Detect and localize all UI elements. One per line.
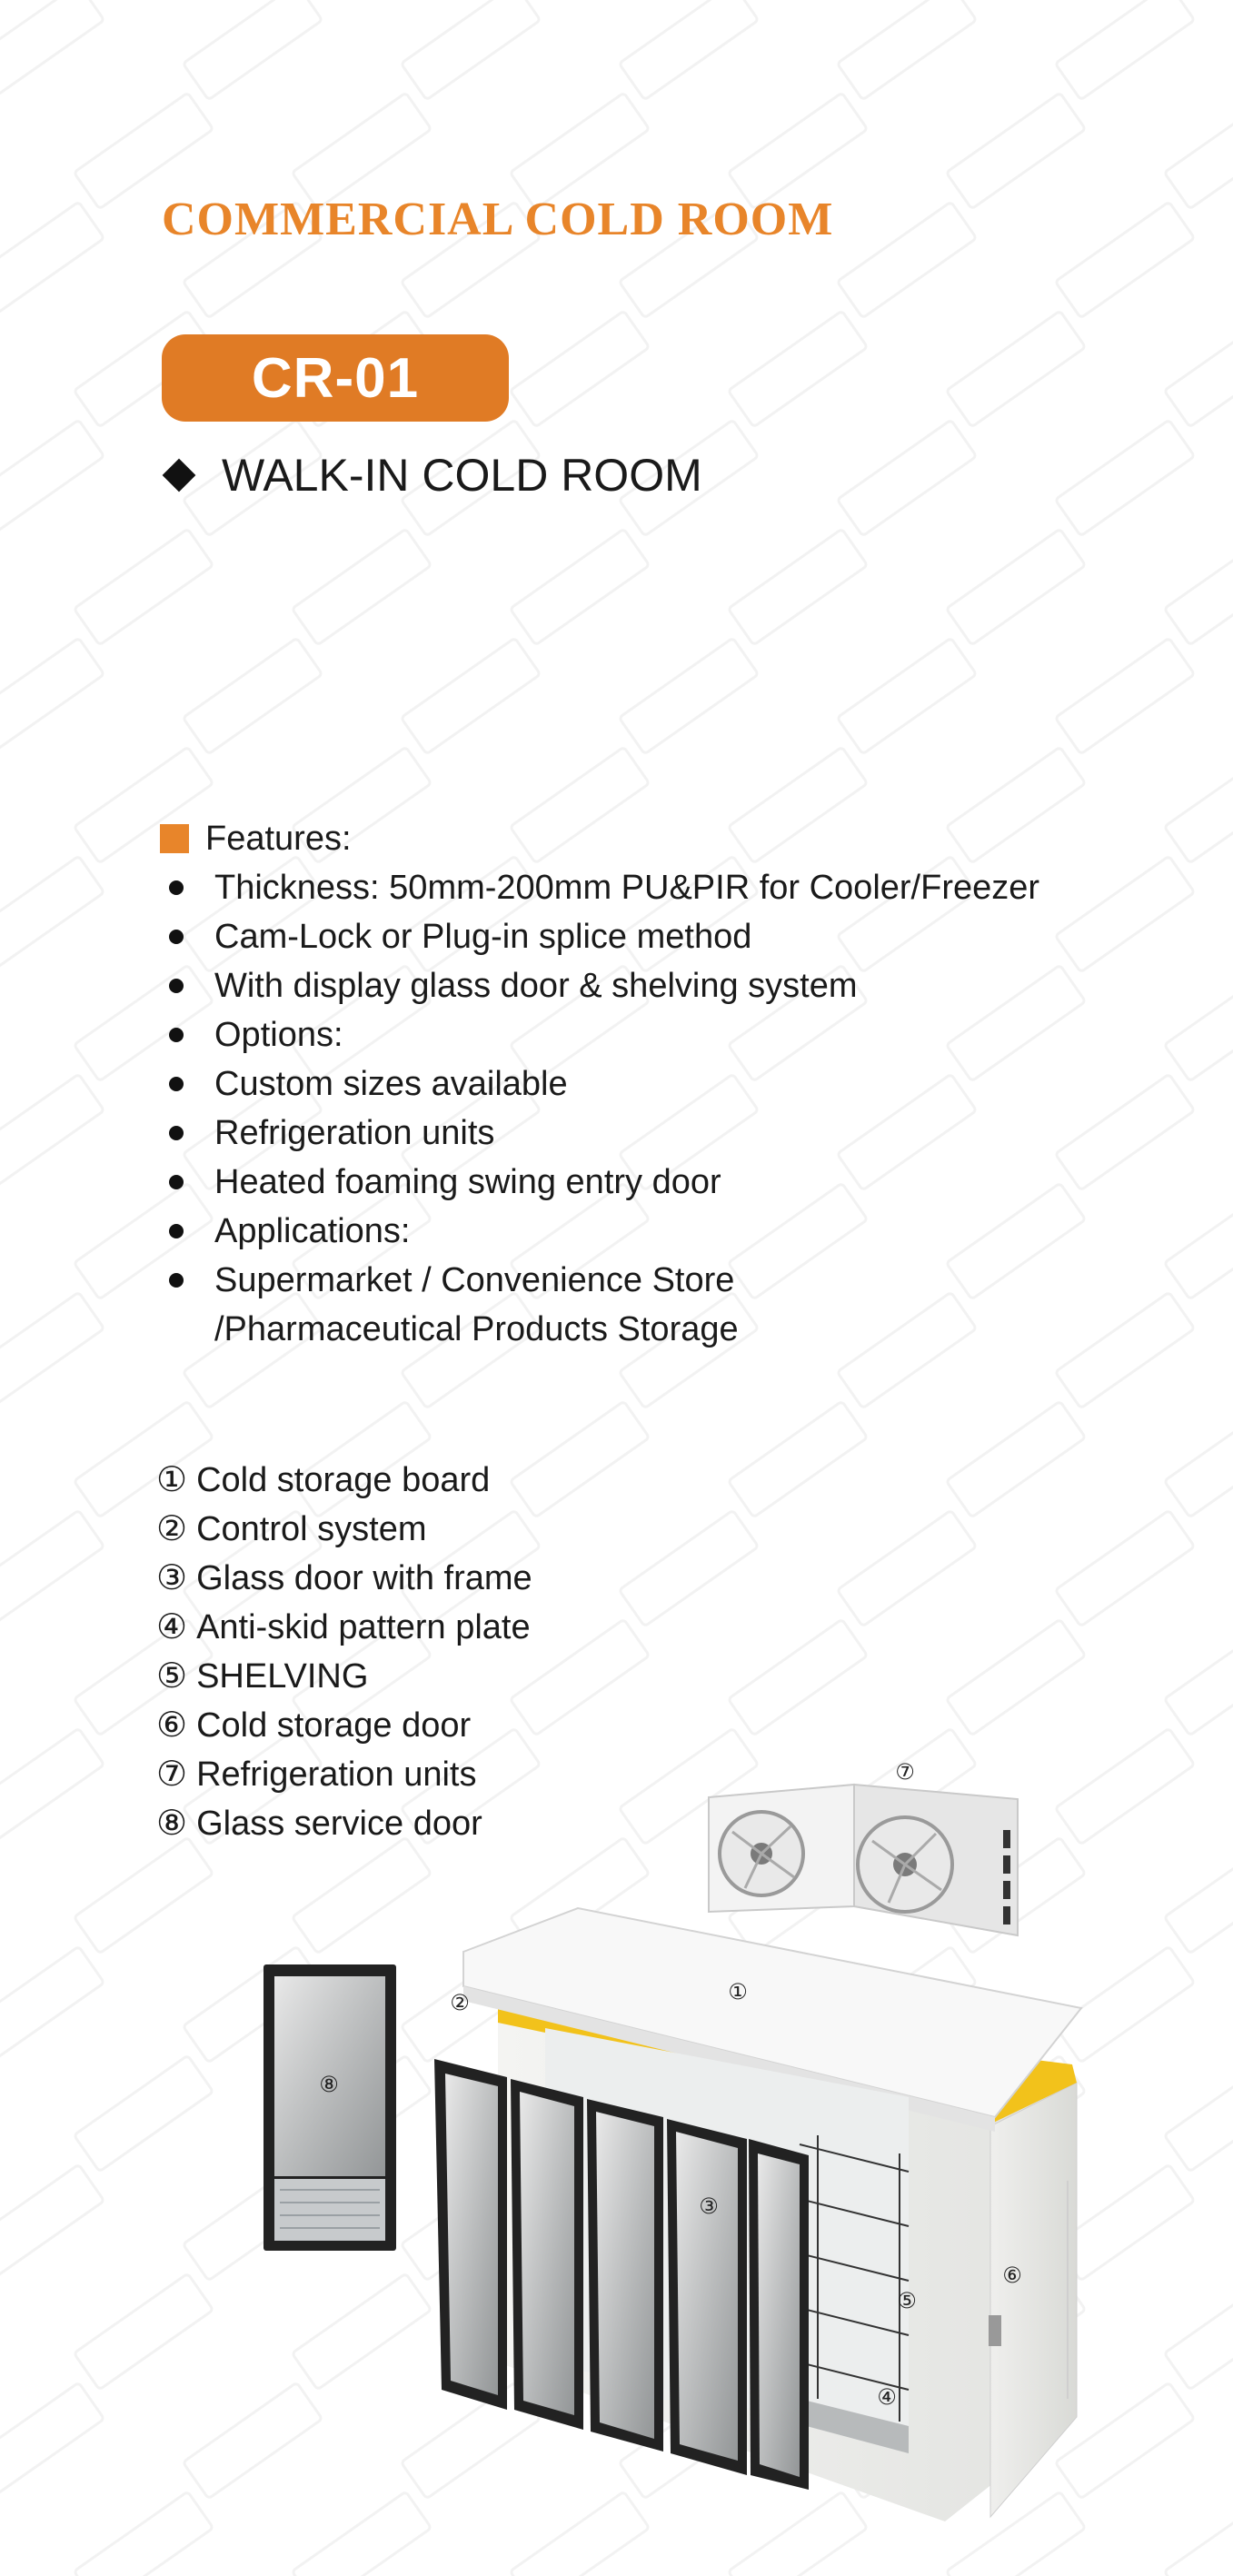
- callout-8: ⑧: [319, 2072, 339, 2097]
- part-label: SHELVING: [196, 1657, 369, 1696]
- page-title: COMMERCIAL COLD ROOM: [162, 194, 834, 245]
- part-number: ④: [156, 1608, 188, 1646]
- model-code: CR-01: [251, 346, 420, 410]
- callout-7: ⑦: [895, 1759, 915, 1785]
- subtitle-text: WALK-IN COLD ROOM: [222, 450, 702, 501]
- feature-text: Thickness: 50mm-200mm PU&PIR for Cooler/Freezer: [214, 869, 1040, 907]
- part-number: ⑦: [156, 1755, 188, 1794]
- callout-5: ⑤: [897, 2288, 917, 2313]
- part-label: Glass door with frame: [196, 1559, 532, 1597]
- part-number: ②: [156, 1510, 188, 1548]
- part-number: ⑤: [156, 1657, 188, 1696]
- feature-text: Refrigeration units: [214, 1114, 495, 1152]
- feature-text: Cam-Lock or Plug-in splice method: [214, 918, 752, 956]
- callout-6: ⑥: [1002, 2263, 1022, 2288]
- part-number: ⑧: [156, 1805, 188, 1843]
- feature-text: Custom sizes available: [214, 1065, 568, 1103]
- callout-1: ①: [728, 1979, 748, 2004]
- feature-text: Options:: [214, 1016, 343, 1054]
- features-heading-text: Features:: [205, 820, 352, 858]
- part-number: ①: [156, 1461, 188, 1499]
- part-label: Control system: [196, 1510, 427, 1548]
- part-label: Anti-skid pattern plate: [196, 1608, 531, 1646]
- refrigeration-units: [709, 1785, 1018, 1935]
- feature-text-continued: /Pharmaceutical Products Storage: [214, 1310, 739, 1348]
- part-label: Refrigeration units: [196, 1755, 477, 1794]
- part-number: ⑥: [156, 1706, 188, 1745]
- feature-text: Applications:: [214, 1212, 411, 1250]
- part-label: Glass service door: [196, 1805, 482, 1843]
- callout-3: ③: [699, 2193, 719, 2219]
- glass-service-door: [264, 1964, 396, 2251]
- feature-text: Heated foaming swing entry door: [214, 1163, 721, 1201]
- part-number: ③: [156, 1559, 188, 1597]
- feature-text: With display glass door & shelving system: [214, 967, 858, 1005]
- part-label: Cold storage board: [196, 1461, 491, 1499]
- cold-storage-door-handle: [989, 2315, 1001, 2346]
- cold-room-body: [434, 1908, 1081, 2521]
- callout-4: ④: [877, 2384, 897, 2410]
- part-label: Cold storage door: [196, 1706, 472, 1745]
- feature-text: Supermarket / Convenience Store: [214, 1261, 735, 1299]
- callout-2: ②: [450, 1990, 470, 2015]
